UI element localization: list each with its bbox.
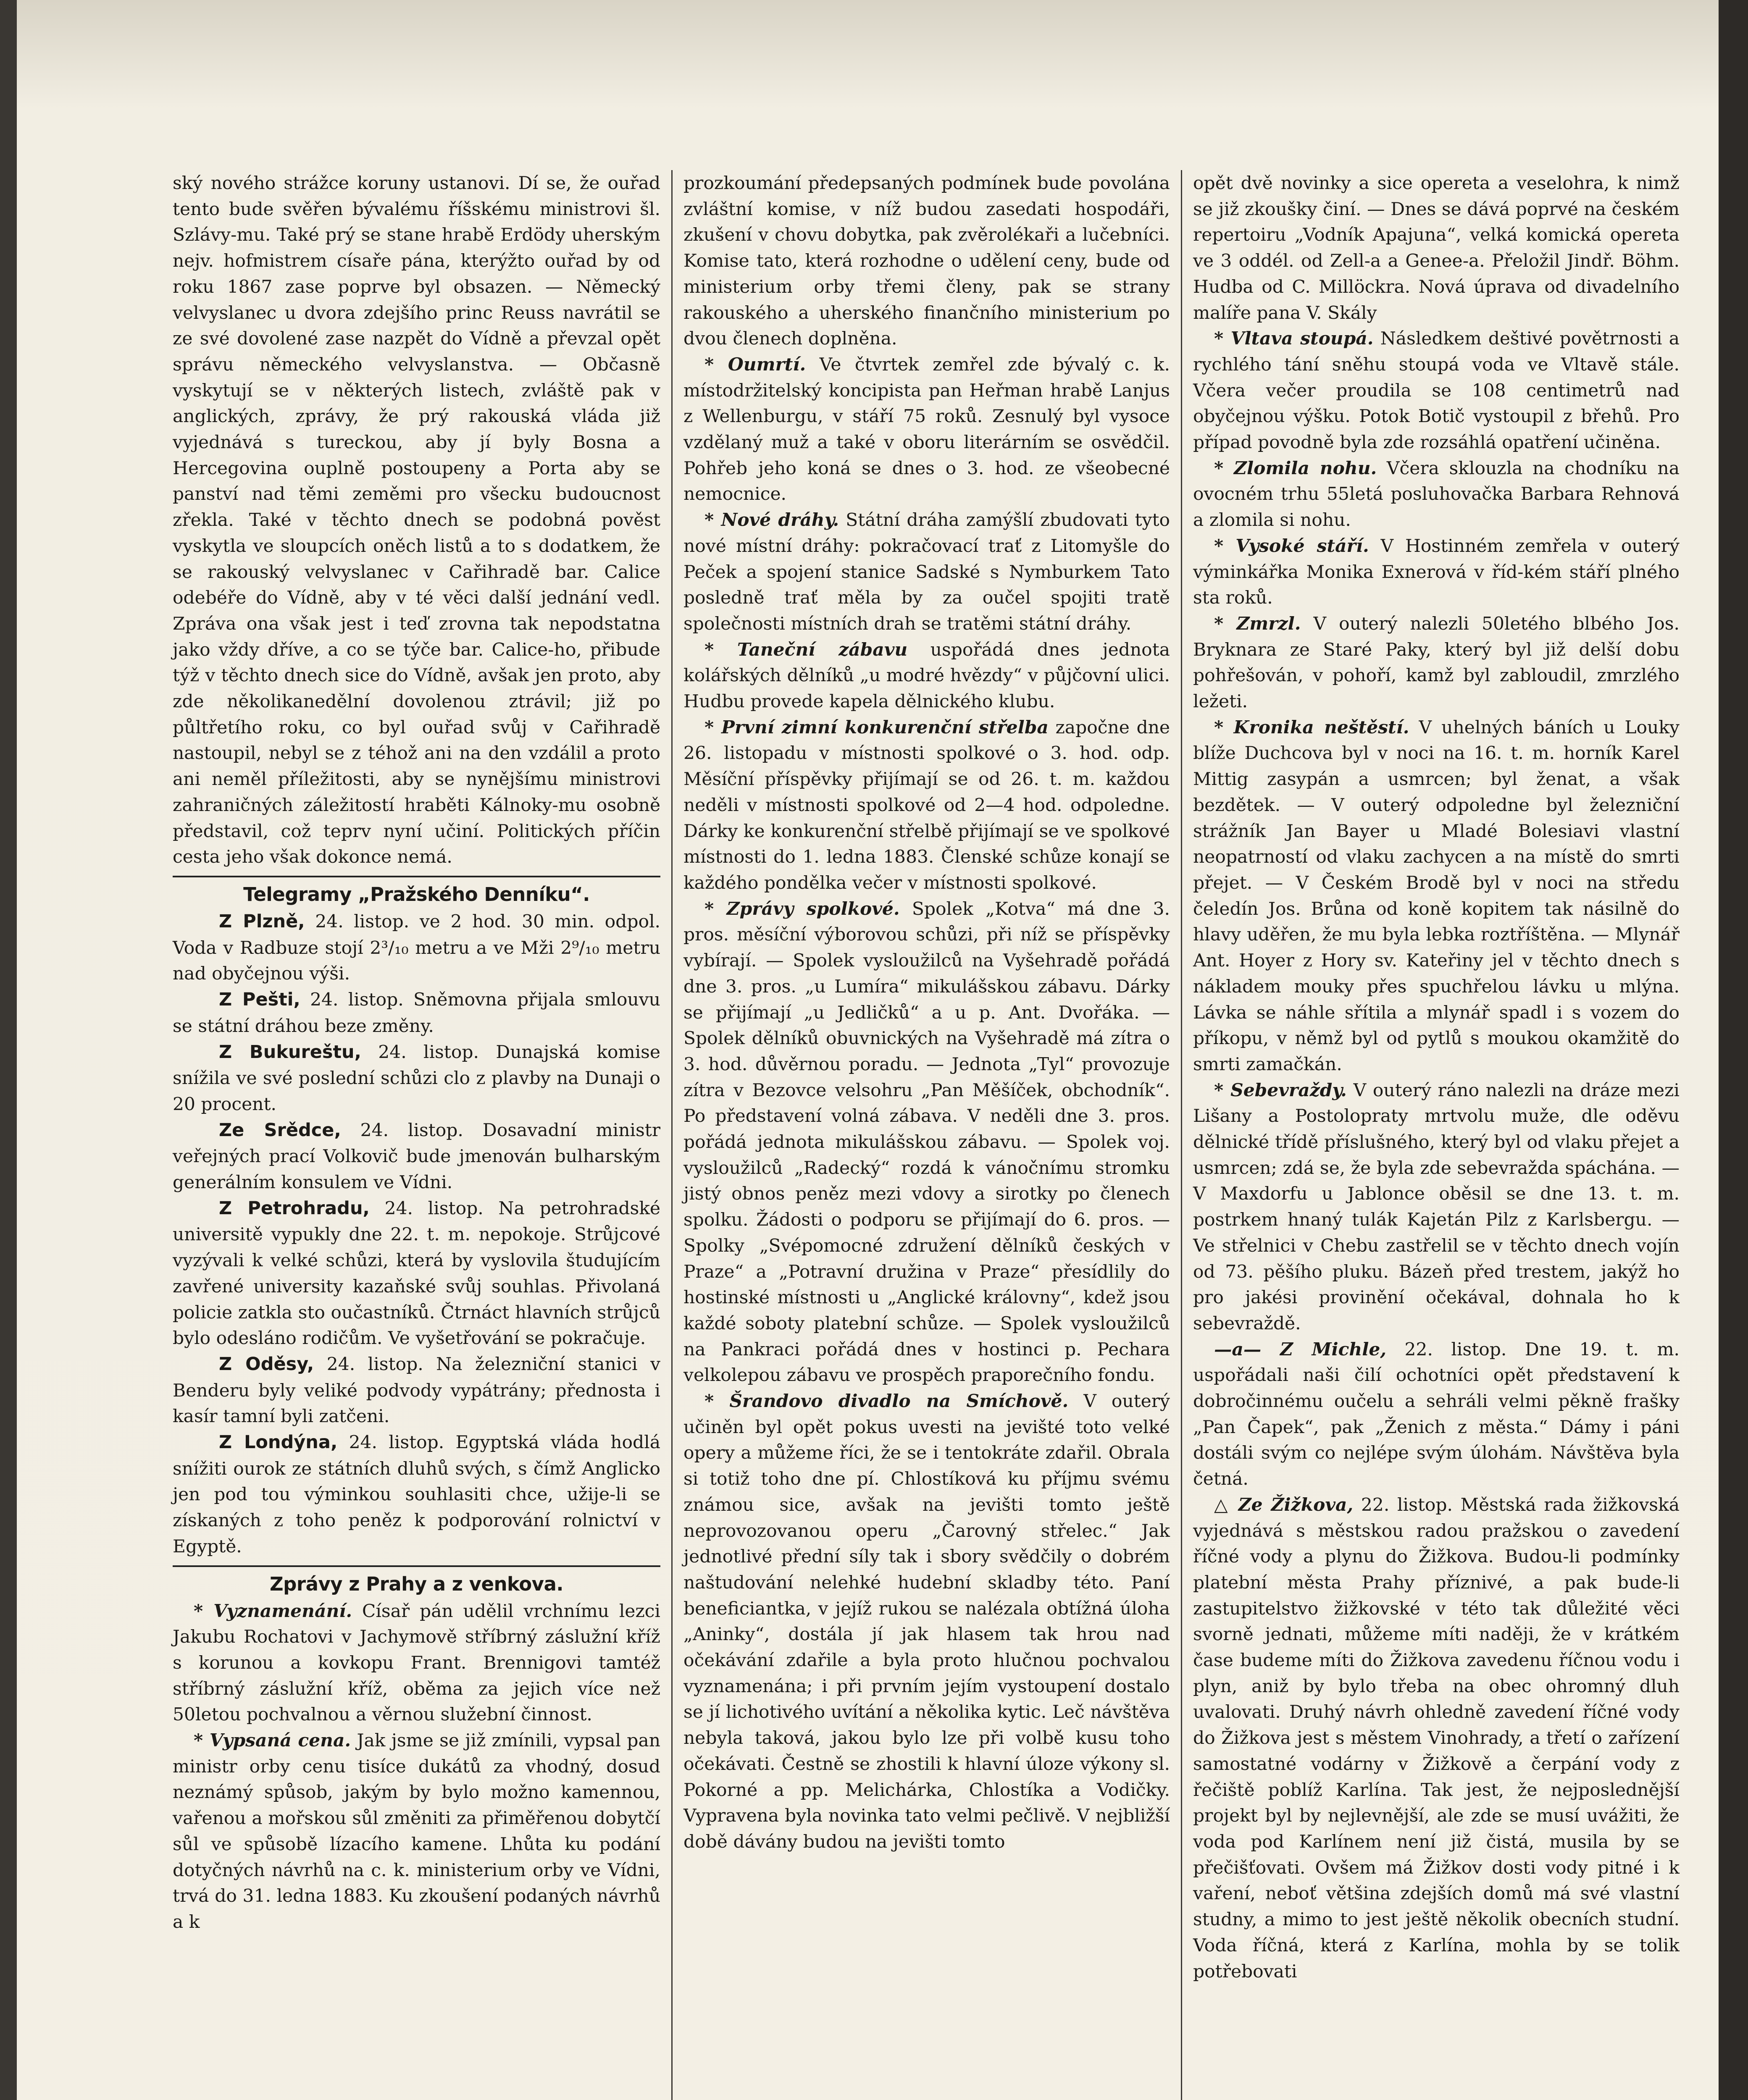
news-item: * Vypsaná cena. Jak jsme se již zmínili, vypsal pan ministr orby cenu tisíce dukátů za vhodný, dosud neznámý spůsob, jakým by bylo možno kamennou, vařenou a mořskou sůl změniti za přiměřenou dobytčí sůl ve spůsobě lízacího kamene. Lhůta ku podání dotyčných návrhů na c. k. ministerium orby ve Vídni, trvá do 31. ledna 1883. Ku zkoušení podaných návrhů a k: [173, 1730, 660, 1932]
news-item: * Vysoké stáří. V Hostinném zemřela v outerý výminkářka Monika Exnerová v říd-kém stáří plného sta roků.: [1193, 535, 1680, 608]
news-item: * Sebevraždy. V outerý ráno nalezli na dráze mezi Lišany a Postolopraty mrtvolu muže, dle oděvu dělnické třídě příslušného, který byl od vlaku přejet a usmrcen; zdá se, že byla zde sebevražda spáchána. — V Maxdorfu u Jablonce oběsil se dne 13. t. m. postrkem hnaný tulák Kajetán Pilz z Karlsbergu. — Ve střelnici v Chebu zastřelil se v těchto dnech vojín od 73. pěšího pluku. Bázeň před trestem, jakýž ho pro jakési provinění očekával, dohnala ho k sebevraždě.: [1193, 1079, 1680, 1334]
telegram-item: Z Oděsy, 24. listop. Na železniční stanici v Benderu byly veliké podvody vypátrány; přednosta i kasír tamní byli zatčeni.: [173, 1353, 660, 1427]
telegrams-section: [173, 908, 660, 1559]
news-item: * Šrandovo divadlo na Smíchově. V outerý učiněn byl opět pokus uvesti na jevišté toto velké opery a můžeme říci, že se i tentokráte zdařil. Obrala si totiž toho dne pí. Chlostíková ku příjmu svému známou sice, avšak na jevišti tomto ještě neprovozovanou operu „Čarovný střelec.“ Jak jednotlivé přední síly tak i sbory svědčily o dobrém naštudování nelehké hudební skladby této. Paní beneficiantka, v jejíž rukou se nalézala obtížná úloha „Aninky“, dostála jí jak hlasem tak hrou nad očekávání zdařile a byla proto hlučnou pochvalou vyznamenána; i při prvním jejím vystoupení dostalo se jí lichotivého uvítání a několika kytic. Leč návštěva nebyla taková, jakou bylo lze při volbě kusu toho očekávati. Čestně se zhostili k hlavní úloze výkony sl. Pokorné a pp. Melichárka, Chlostíka a Vodičky. Vypravena byla novinka tato velmi pečlivě. V nejbližší době dávány budou na jevišti tomto: [683, 1390, 1170, 1852]
telegram-item: Z Pešti, 24. listop. Sněmovna přijala smlouvu se státní dráhou beze změny.: [173, 989, 660, 1036]
news-item: * Vltava stoupá. Následkem deštivé povětrnosti a rychlého tání sněhu stoupá voda ve Vltavě stále. Včera večer proudila se 108 centimetrů nad obyčejnou výšku. Potok Botič vystoupil z břehů. Pro případ povodně byla zde rozsáhlá opatření učiněna.: [1193, 328, 1680, 453]
news-item: * Taneční zábavu uspořádá dnes jednota kolářských dělníků „u modré hvězdy“ v půjčovní ulici. Hudbu provede kapela dělnického klubu.: [683, 638, 1170, 712]
column-right: [1181, 170, 1690, 2100]
column-middle: [671, 170, 1181, 2100]
text-columns: [162, 170, 1691, 2100]
news-item: * Zprávy spolkové. Spolek „Kotva“ má dne 3. pros. měsíční výborovou schůzi, při níž se příspěvky vybírají. — Spolek vysloužilců na Vyšehradě pořádá dne 3. pros. „u Lumíra“ mikulášskou zábavu. Dárky se přijímají „u Jedličků“ a u p. Ant. Dvořáka. — Spolek dělníků obuvnických na Vyšehradě má zítra o 3. hod. důvěrnou poradu. — Jednota „Tyl“ provozuje zítra v Bezovce velsohru „Pan Měšíček, obchodník“. Po představení volná zábava. V neděli dne 3. pros. pořádá jednota mikulášskou zábavu. — Spolek voj. vysloužilců „Radecký“ rozdá k vánočnímu stromku jistý obnos peněz mezi vdovy a sirotky po členech spolku. Žádosti o podporu se přijímají do 6. pros. — Spolky „Svépomocné združení dělníků českých v Praze“ a „Potravní družina v Praze“ přesídlily do hostinské místnosti u „Anglické královny“, kdež jsou každé soboty platební schůze. — Spolek vysloužilců na Pankraci pořádá dnes v hostinci p. Pechara velkolepou zábavu ve prospěch praporečního fondu.: [683, 898, 1170, 1386]
local-news-section: [173, 1598, 660, 1935]
news-item: * Nové dráhy. Státní dráha zamýšlí zbudovati tyto nové místní dráhy: pokračovací trať z Litomyšle do Peček a spojení stanice Sadské s Nymburkem Tato posledně trať měla by za oučel spojiti tratě společnosti místních drah se tratěmi státní dráhy.: [683, 509, 1170, 634]
news-item: prozkoumání předepsaných podmínek bude povolána zvláštní komise, v níž budou zasedati hospodáři, zkušení v chovu dobytka, pak zvěrolékaři a lučebníci. Komise tato, která rozhodne o udělení ceny, bude od ministerium orby třemi členy, pak se strany rakouského a uherského finančního ministerium po dvou členech doplněna.: [683, 173, 1170, 349]
telegram-item: Z Londýna, 24. listop. Egyptská vláda hodlá snížiti ourok ze státních dluhů svých, s čímž Anglicko jen pod tou výminkou souhlasiti chce, užije-li se získaných z toho peněz k podporování rolnictví v Egyptě.: [173, 1432, 660, 1557]
news-item: * Zmrzl. V outerý nalezli 50letého blbého Jos. Bryknara ze Staré Paky, který byl již delší dobu pohřešován, v pohoří, kamž byl zabloudil, zmrzlého ležeti.: [1193, 612, 1680, 712]
telegram-item: Z Bukureštu, 24. listop. Dunajská komise snížila ve své poslední schůzi clo z plavby na Dunaji o 20 procent.: [173, 1041, 660, 1114]
news-item: opět dvě novinky a sice opereta a veselohra, k nimž se již zkoušky činí. — Dnes se dává poprvé na českém repertoiru „Vodník Apajuna“, velká komická opereta ve 3 oddél. od Zell-a a Genee-a. Přeložil Jindř. Böhm. Hudba od C. Millöckra. Nová úprava od divadelního malíře pana V. Skály: [1193, 173, 1680, 323]
news-item: —a— Z Michle, 22. listop. Dne 19. t. m. uspořádali naši čilí ochotníci opět představení k dobročinnému oučelu a sehráli velmi pěkně frašky „Pan Čapek“, pak „Ženich z města.“ Dámy i páni dostáli svým co nejlépe svým úlohám. Návštěva byla četná.: [1193, 1338, 1680, 1489]
column-left: [162, 170, 671, 2100]
telegram-item: Z Petrohradu, 24. listop. Na petrohradské universitě vypukly dne 22. t. m. nepokoje. Strůjcové vyzývali k velké schůzi, která by vyslovila študujícím zavřené university kazaňské svůj souhlas. Přivolaná policie zatkla sto oučastníků. Čtrnáct hlavních strůjců bylo odesláno rodičům. Ve vyšetřování se pokračuje.: [173, 1197, 660, 1349]
news-item: * Vyznamenání. Císař pán udělil vrchnímu lezci Jakubu Rochatovi v Jachymově stříbrný záslužní kříž s korunou a kovkopu Frant. Brennigovi tamtéž stříbrný záslužní kříž, oběma za jejich více než 50letou pochvalnou a věrnou služební činnost.: [173, 1600, 660, 1725]
news-item: * Oumrtí. Ve čtvrtek zemřel zde bývalý c. k. místodržitelský koncipista pan Heřman hrabě Lanjus z Wellenburgu, v stáří 75 roků. Zesnulý byl vysoce vzdělaný muž a také v oboru literárním se osvědčil. Pohřeb jeho koná se dnes o 3. hod. ze všeobecné nemocnice.: [683, 353, 1170, 504]
scan-border-left: [0, 0, 17, 2100]
news-item: * Zlomila nohu. Včera sklouzla na chodníku na ovocném trhu 55letá posluhovačka Barbara Rehnová a zlomila si nohu.: [1193, 457, 1680, 530]
news-item: * První zimní konkurenční střelba započne dne 26. listopadu v místnosti spolkové o 3. hod. odp. Měsíční příspěvky přijímají se od 26. t. m. každou neděli v místnosti spolkové od 2—4 hod. odpoledne. Dárky ke konkurenční střelbě přijímají se ve spolkové místnosti do 1. ledna 1883. Členské schůze konají se každého pondělka večer v místnosti spolkové.: [683, 716, 1170, 893]
local-news-heading: Zprávy z Prahy a z venkova.: [173, 1565, 660, 1596]
telegram-item: Z Plzně, 24. listop. ve 2 hod. 30 min. odpol. Voda v Radbuze stojí 2³/₁₀ metru a ve Mži 2⁹/₁₀ metru nad obyčejnou výši.: [173, 911, 661, 984]
news-item: * Kronika neštěstí. V uhelných báních u Louky blíže Duchcova byl v noci na 16. t. m. horník Karel Mittig zasypán a usmrcen; byl ženat, a však bezdětek. — V outerý odpoledne byl železniční strážník Jan Bayer u Mladé Bolesiavi vlastní neopatrností od vlaku zachycen a na místě do smrti přejet. — V Českém Brodě byl v noci na středu čeledín Jos. Brůna od koně kopitem tak násilně do hlavy uděřen, že mu byla lebka roztříštěna. — Mlynář Ant. Hoyer z Hory sv. Kateřiny jel v těchto dnech s nákladem mouky přes spuchřelou lávku u mlýna. Lávka se náhle sřítila a mlynář spadl i s vozem do příkopu, v němž byl od pytlů s moukou okamžitě do smrti zamačkán.: [1193, 716, 1680, 1074]
news-item: △ Ze Žižkova, 22. listop. Městská rada žižkovská vyjednává s městskou radou pražskou o zavedení říčné vody a plynu do Žižkova. Budou-li podmínky platební města Prahy příznivé, a pak bude-li zastupitelstvo žižkovské v této tak důležité věci svorně jednati, můžeme míti naději, že v krátkém čase budeme míti do Žižkova zavedenu říčnou vodu i plyn, aniž by bylo třeba na obec ohromný dluh uvalovati. Druhý návrh ohledně zavedení říčné vody do Žižkova jest s městem Vinohrady, a třetí o zařízení samostatné vodárny v Žižkově a čerpání vody z řečiště poblíž Karlína. Tak jest, že nejposlednější projekt byl by nejlevnější, ale zde se musí uvážiti, že voda pod Karlínem není již čistá, musila by se přečišťovati. Ovšem má Žižkov dosti vody pitné i k vaření, neboť většina zdejších domů má své vlastní studny, a mimo to jest ještě několik obecních studní. Voda říčná, která z Karlína, mohla by se tolik potřebovati: [1193, 1494, 1680, 1982]
politics-article-continuation: ský nového strážce koruny ustanovi. Dí se, že ouřad tento bude svěřen bývalému říšskému ministrovi šl. Szlávy-mu. Také prý se stane hrabě Erdödy uherským nejv. hofmistrem císaře pána, kterýžto ouřad by od roku 1867 zase poprve byl obsazen. — Německý velvyslanec u dvora zdejšího princ Reuss navrátil se ze své dovolené zase nazpět do Vídně a převzal opět správu německého velvyslanstva. — Občasně vyskytují se v některých listech, zvláště pak v anglických, zprávy, že prý rakouská vláda již vyjednává s tureckou, aby jí byly Bosna a Hercegovina ouplně postoupeny a Porta aby se panství nad těmi zeměmi pro všecku budoucnost zřekla. Také v těchto dnech se podobná pověst vyskytla ve sloupcích oněch listů a to s dodatkem, že se rakouský velvyslanec v Cařihradě bar. Calice odebéře do Vídně, aby v té věci další jednání vedl. Zpráva ona však jest i teď zrovna tak nepodstatna jako vždy dříve, a co se týče bar. Calice-ho, přibude týž v těchto dnech sice do Vídně, avšak jen proto, aby zde několikanedělní dovolenou ztrávil; již po půltřetího roku, co byl ouřad svůj v Cařihradě nastoupil, nebyl se z téhož ani na den vzdálil a proto ani neměl příležitosti, aby se nynějšímu ministrovi zahraničných záležitostí hraběti Kálnoky-mu osobně představil, což teprv nyní učiní. Politických příčin cesta jeho však dokonce nemá.: [173, 173, 660, 867]
telegram-item: Ze Srědce, 24. listop. Dosavadní ministr veřejných prací Volkovič bude jmenován bulharským generálním konsulem ve Vídni.: [173, 1119, 660, 1193]
telegrams-heading: Telegramy „Pražského Denníku“.: [173, 876, 660, 907]
scan-border-right: [1719, 0, 1748, 2100]
